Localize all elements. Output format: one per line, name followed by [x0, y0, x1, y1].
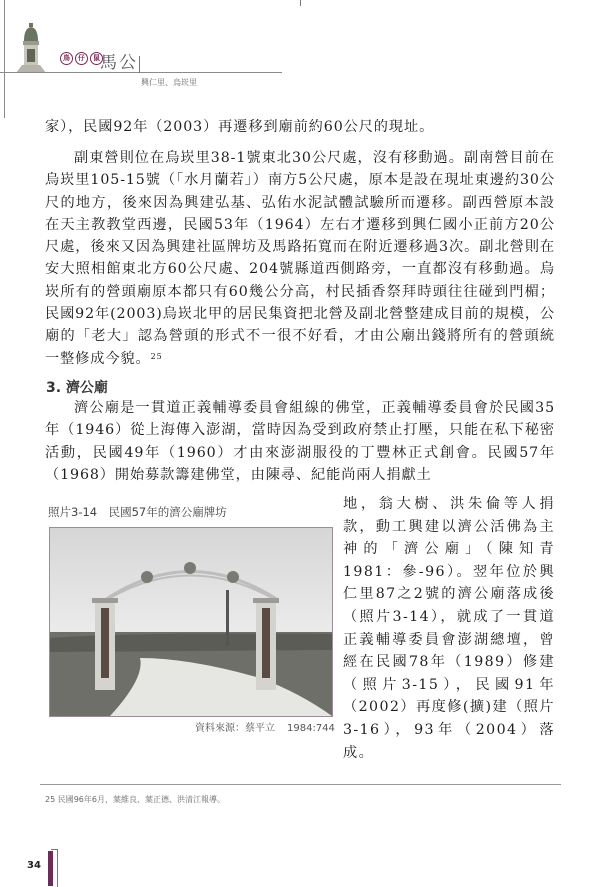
header-badge: 鳥: [60, 52, 73, 65]
section-heading: 3. 濟公廟: [46, 380, 108, 396]
figure-photo: [49, 527, 333, 717]
paragraph-2-text: 副東營則位在烏崁里38-1號東北30公尺處，沒有移動過。副南營目前在烏崁里105-15號（「水月蘭若」）南方5公尺處，原本是設在現址東邊約30公尺的地方，後來因為興建弘基、弘佑水泥試體試驗所而遷移。副西營原本設在天主教教堂西邊，民國53年（1964）左右才遷移到興仁國小正前方20公尺處，後來又因為興建社區牌坊及馬路拓寬而在附近遷移過3次。副北營則在安大照相館東北方60公尺處、204號縣道西側路旁，一直都沒有移動過。烏崁所有的營頭廟原本都只有60幾公分高，村民插香祭拜時頭往往碰到門楣；民國92年(2003)烏崁北甲的居民集資把北營及副北營整建成目前的規模，公廟的「老大」認為營頭的形式不一很不好看，才由公廟出錢將所有的營頭統一整修成今貌。: [45, 150, 555, 367]
paragraph-4: 地，翁大樹、洪朱倫等人捐款，動工興建以濟公活佛為主神的「濟公廟」（陳知青1981：參-96）。翌年位於興仁里87之2號的濟公廟落成後（照片3-14），就成了一貫道正義輔導委員會澎湖總壇，曾經在民國78年（1989）修建（照片3-15），民國91年（2002）再度修(擴)建（照片3-16），93年（2004）落成。: [343, 496, 555, 761]
page-header: [0, 0, 600, 100]
figure-source-ref: 1984:744: [287, 723, 335, 734]
header-badge: 鼠: [90, 52, 103, 65]
page-number: 34: [27, 860, 41, 871]
archway-photo: [50, 528, 332, 716]
header-separator: [139, 56, 140, 73]
header-badge: 仔: [75, 52, 88, 65]
header-badges: [60, 52, 103, 65]
footnote-rule: [40, 784, 561, 785]
page-accent-bar: [48, 851, 53, 886]
figure-caption: 照片3-14 民國57年的濟公廟牌坊: [48, 505, 227, 519]
paragraph-3: 濟公廟是一貫道正義輔導委員會組線的佛堂，正義輔導委員會於民國35年（1946）從上海傳入澎湖，當時因為受到政府禁止打壓，只能在私下秘密活動，民國49年（1960）才由來澎湖服役的丁豐林正式創會。民國57年（1968）開始募款籌建佛堂，由陳尋、紀能尚兩人捐獻土: [45, 400, 555, 483]
figure-source: [195, 719, 347, 734]
footnote-ref[interactable]: 25: [150, 351, 163, 361]
bell-tower-icon: [12, 23, 50, 73]
header-rule: [0, 72, 282, 73]
paragraph-2: [45, 147, 555, 370]
footnote: 25 民國96年6月，葉維良、葉正德、洪清江報導。: [45, 795, 225, 804]
paragraph-1: 家），民國92年（2003）再遷移到廟前約60公尺的現址。: [45, 119, 435, 135]
figure-source-label: 資料來源：蔡平立: [195, 723, 275, 734]
header-subtitle: 興仁里、烏崁里: [141, 78, 197, 87]
header-title: 馬公: [100, 53, 138, 73]
